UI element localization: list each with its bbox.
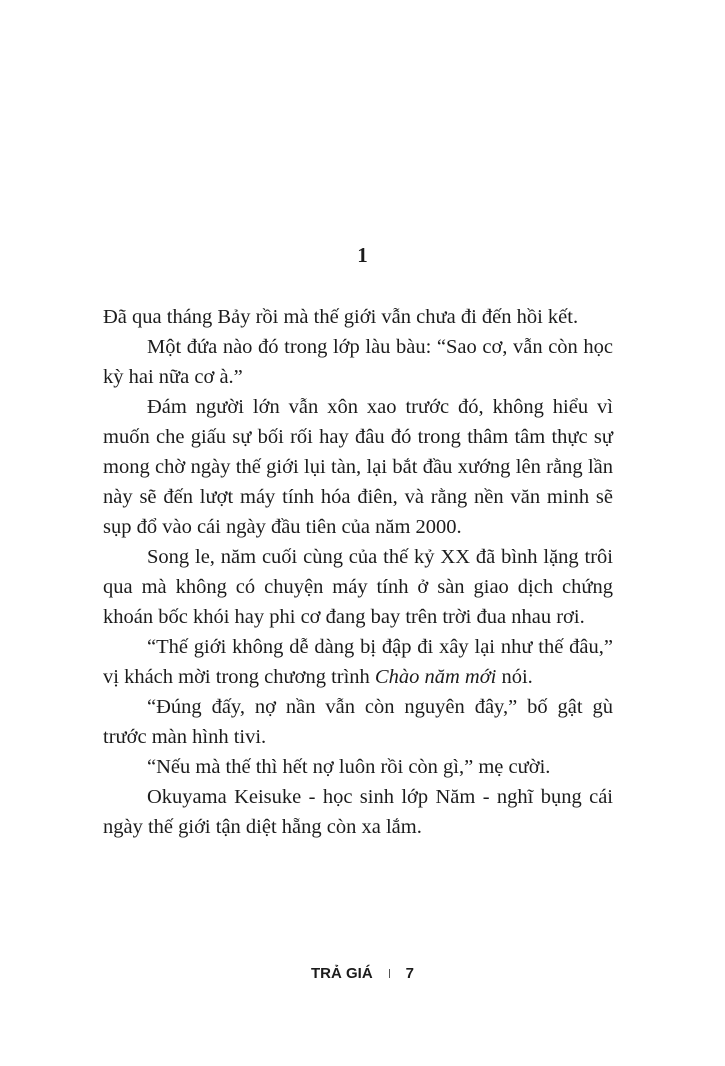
paragraph xyxy=(103,632,613,692)
paragraph: Okuyama Keisuke - học sinh lớp Năm - nghĩ bụng cái ngày thế giới tận diệt hẵng còn xa lắm. xyxy=(103,786,613,838)
paragraph-text: “Thế giới không dễ dàng bị đập đi xây lại như thế đâu,” vị khách mời trong chương trình xyxy=(103,636,613,688)
paragraph: “Nếu mà thế thì hết nợ luôn rồi còn gì,” mẹ cười. xyxy=(147,756,551,778)
paragraph: Đám người lớn vẫn xôn xao trước đó, không hiểu vì muốn che giấu sự bối rối hay đâu đó trong thâm tâm thực sự mong chờ ngày thế giới lụi tàn, lại bắt đầu xướng lên rằng lần này sẽ đến lượt máy tính hóa điên, và rằng nền văn minh sẽ sụp đổ vào cái ngày đầu tiên của năm 2000. xyxy=(103,396,613,538)
chapter-number: 1 xyxy=(357,243,368,267)
page-number: 7 xyxy=(405,965,414,982)
chapter-body xyxy=(103,302,613,842)
paragraph: Một đứa nào đó trong lớp làu bàu: “Sao cơ, vẫn còn học kỳ hai nữa cơ à.” xyxy=(103,336,613,388)
paragraph-text: nói. xyxy=(496,666,533,688)
book-title: TRẢ GIÁ xyxy=(310,965,373,982)
program-title: Chào năm mới xyxy=(374,666,497,688)
footer-divider xyxy=(389,969,390,978)
page-footer xyxy=(0,962,725,986)
paragraph: Đã qua tháng Bảy rồi mà thế giới vẫn chưa đi đến hồi kết. xyxy=(103,306,579,328)
paragraph: Song le, năm cuối cùng của thế kỷ XX đã bình lặng trôi qua mà không có chuyện máy tính ở sàn giao dịch chứng khoán bốc khói hay phi cơ đang bay trên trời đua nhau rơi. xyxy=(103,546,613,628)
paragraph: “Đúng đấy, nợ nần vẫn còn nguyên đây,” bố gật gù trước màn hình tivi. xyxy=(103,696,613,748)
